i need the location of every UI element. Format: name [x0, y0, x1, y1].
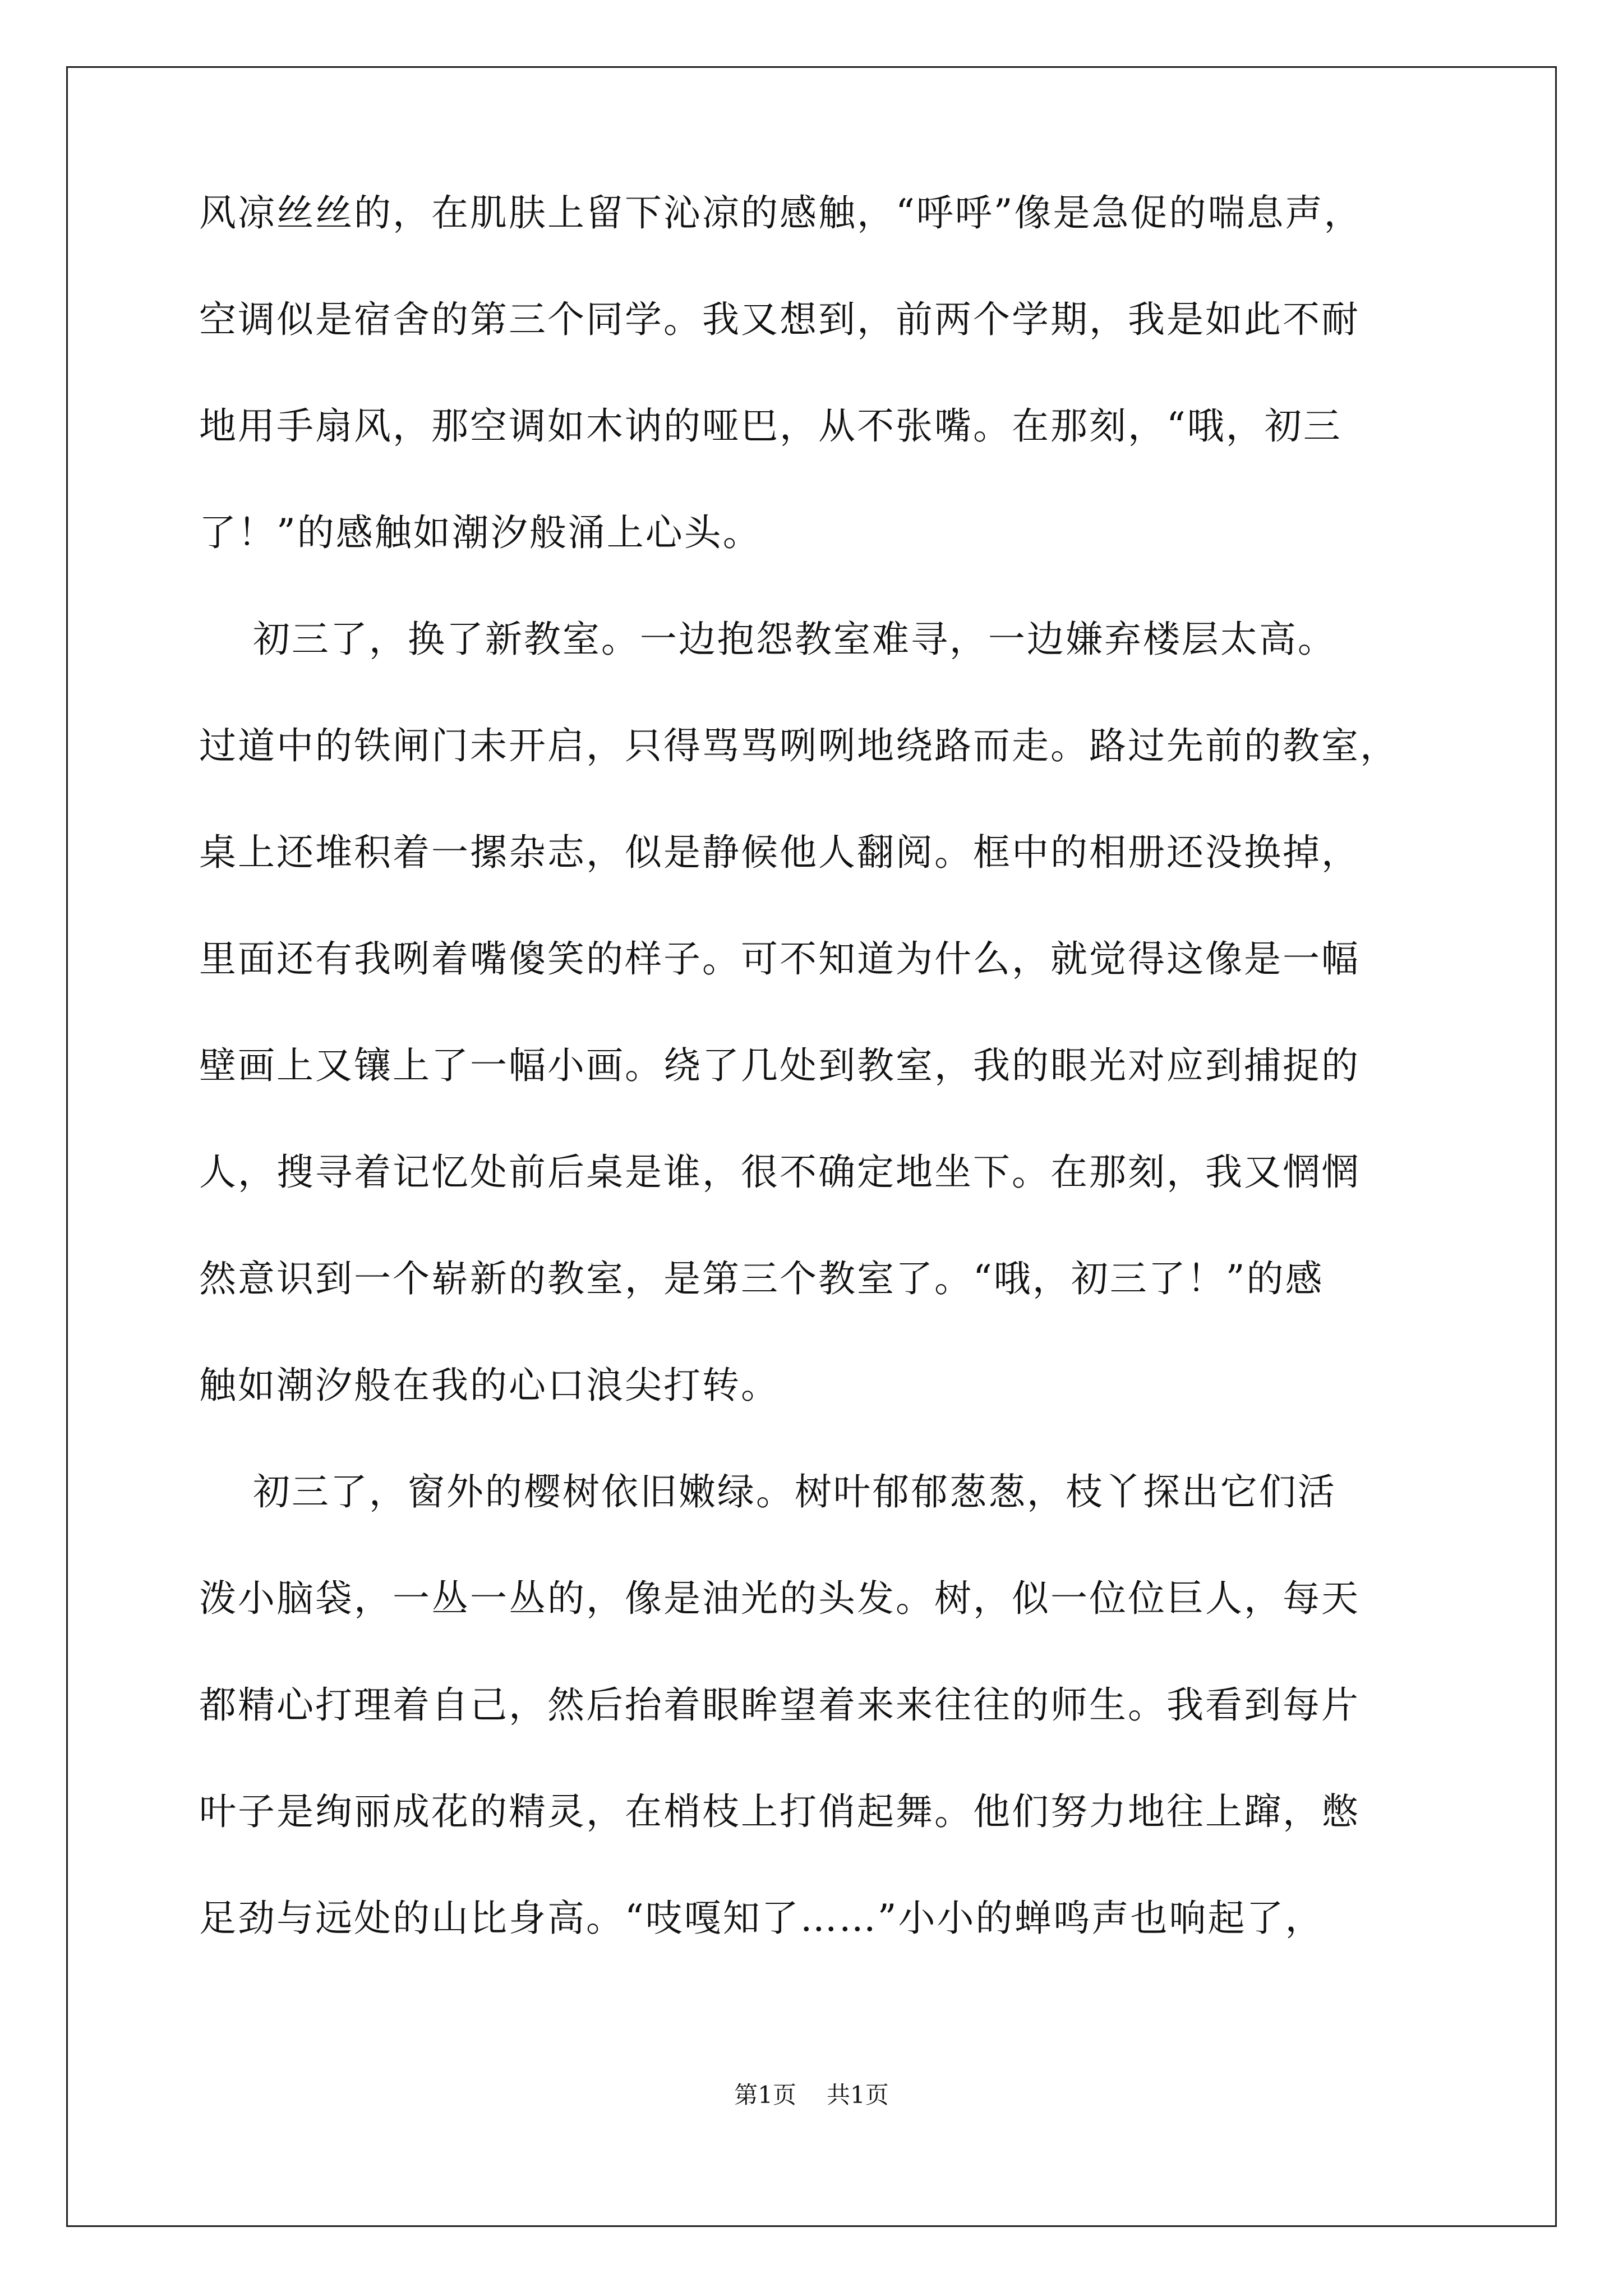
text-line: 人，搜寻着记忆处前后桌是谁，很不确定地坐下。在那刻，我又惘惘	[199, 1151, 1360, 1194]
page-total: 共1页	[827, 2081, 889, 2109]
page-footer	[0, 2077, 1623, 2110]
document-body	[199, 185, 1433, 1997]
text-line: 初三了，窗外的樱树依旧嫩绿。树叶郁郁葱葱，枝丫探出它们活	[199, 1470, 1336, 1513]
text-line: 然意识到一个崭新的教室，是第三个教室了。“哦，初三了！”的感	[199, 1257, 1324, 1300]
text-line: 风凉丝丝的，在肌肤上留下沁凉的感触，“呼呼”像是急促的喘息声，	[199, 191, 1363, 234]
text-line: 了！”的感触如潮汐般涌上心头。	[199, 511, 762, 554]
text-line: 桌上还堆积着一摞杂志，似是静候他人翻阅。框中的相册还没换掉，	[199, 831, 1360, 874]
text-line: 地用手扇风，那空调如木讷的哑巴，从不张嘴。在那刻，“哦，初三	[199, 404, 1342, 448]
text-line: 足劲与远处的山比身高。“吱嘎知了……”小小的蝉鸣声也响起了，	[199, 1897, 1324, 1940]
text-line: 里面还有我咧着嘴傻笑的样子。可不知道为什么，就觉得这像是一幅	[199, 937, 1360, 981]
text-line: 壁画上又镶上了一幅小画。绕了几处到教室，我的眼光对应到捕捉的	[199, 1044, 1360, 1087]
text-line: 触如潮汐般在我的心口浪尖打转。	[199, 1364, 780, 1407]
text-line: 空调似是宿舍的第三个同学。我又想到，前两个学期，我是如此不耐	[199, 298, 1360, 341]
text-line: 初三了，换了新教室。一边抱怨教室难寻，一边嫌弃楼层太高。	[199, 618, 1336, 661]
text-line: 过道中的铁闸门未开启，只得骂骂咧咧地绕路而走。路过先前的教室，	[199, 724, 1399, 767]
text-line: 泼小脑袋，一丛一丛的，像是油光的头发。树，似一位位巨人，每天	[199, 1577, 1360, 1620]
text-line: 都精心打理着自己，然后抬着眼眸望着来来往往的师生。我看到每片	[199, 1683, 1360, 1727]
text-line: 叶子是绚丽成花的精灵，在梢枝上打俏起舞。他们努力地往上蹿，憋	[199, 1790, 1360, 1833]
page-number: 第1页	[734, 2081, 796, 2109]
